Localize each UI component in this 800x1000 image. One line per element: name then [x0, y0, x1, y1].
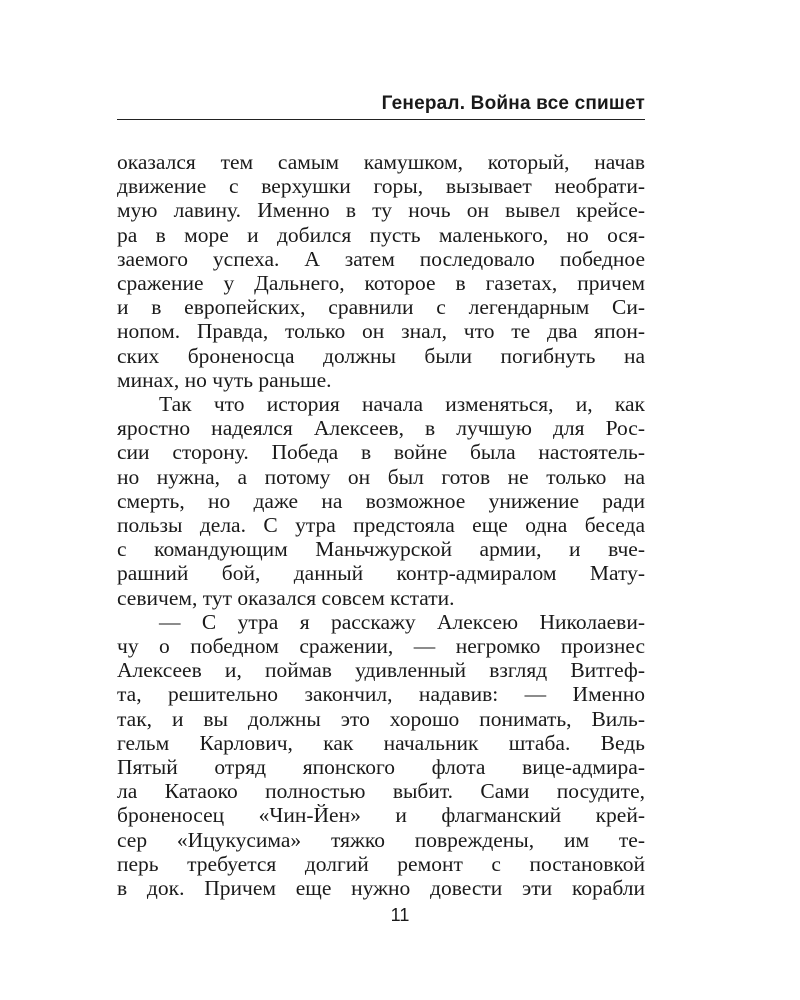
text-line: чу о победном сражении, — негромко произнес: [117, 634, 645, 659]
text-line: так, и вы должны это хорошо понимать, Виль-: [117, 706, 645, 731]
text-line: и в европейских, сравнили с легендарным Си-: [117, 295, 645, 320]
text-line: оказался тем самым камушком, который, начав: [117, 150, 645, 174]
page-number: 11: [390, 905, 410, 925]
text-line: смерть, но даже на возможное унижение ради: [117, 488, 645, 513]
text-line: сии сторону. Победа в войне была настоятель-: [117, 440, 645, 465]
text-line: сражение у Дальнего, которое в газетах, причем: [117, 271, 645, 296]
text-line: сер «Ицукусима» тяжко повреждены, им те-: [117, 827, 645, 852]
text-line: гельм Карлович, как начальник штаба. Ведь: [117, 730, 645, 755]
text-line: — С утра я расскажу Алексею Николаеви-: [159, 609, 645, 634]
text-line: та, решительно закончил, надавив: — Именно: [117, 682, 645, 707]
text-line: яростно надеялся Алексеев, в лучшую для Рос-: [117, 416, 645, 441]
text-line: нопом. Правда, только он знал, что те два япон-: [117, 319, 645, 344]
header-rule: [117, 119, 645, 120]
text-line: ла Катаоко полностью выбит. Сами посудите,: [117, 779, 645, 804]
text-line: Алексеев и, поймав удивленный взгляд Витгеф-: [117, 658, 645, 683]
text-line: в док. Причем еще нужно довести эти корабли: [117, 876, 645, 901]
text-line: заемого успеха. А затем последовало победное: [117, 246, 645, 271]
text-line: мую лавину. Именно в ту ночь он вывел крейсе-: [117, 198, 645, 223]
text-line: пользы дела. С утра предстояла еще одна беседа: [117, 513, 645, 538]
text-line: перь требуется долгий ремонт с постановкой: [117, 851, 645, 876]
body-text: [117, 150, 645, 900]
text-line: Пятый отряд японского флота вице-адмира-: [117, 755, 645, 780]
text-line: минах, но чуть раньше.: [117, 367, 332, 392]
text-line: ских броненосца должны были погибнуть на: [117, 343, 645, 368]
text-line: севичем, тут оказался совсем кстати.: [117, 585, 455, 610]
text-line: Так что история начала изменяться, и, как: [159, 392, 645, 417]
text-line: движение с верхушки горы, вызывает необрати-: [117, 174, 645, 199]
text-line: рашний бой, данный контр-адмиралом Мату-: [117, 561, 645, 586]
text-line: с командующим Маньчжурской армии, и вче-: [117, 537, 645, 562]
text-line: ра в море и добился пусть маленького, но ося-: [117, 222, 645, 247]
text-line: броненосец «Чин-Йен» и флагманский крей-: [117, 803, 645, 828]
running-head: Генерал. Война все спишет: [381, 93, 645, 114]
text-line: но нужна, а потому он был готов не только на: [117, 464, 645, 489]
